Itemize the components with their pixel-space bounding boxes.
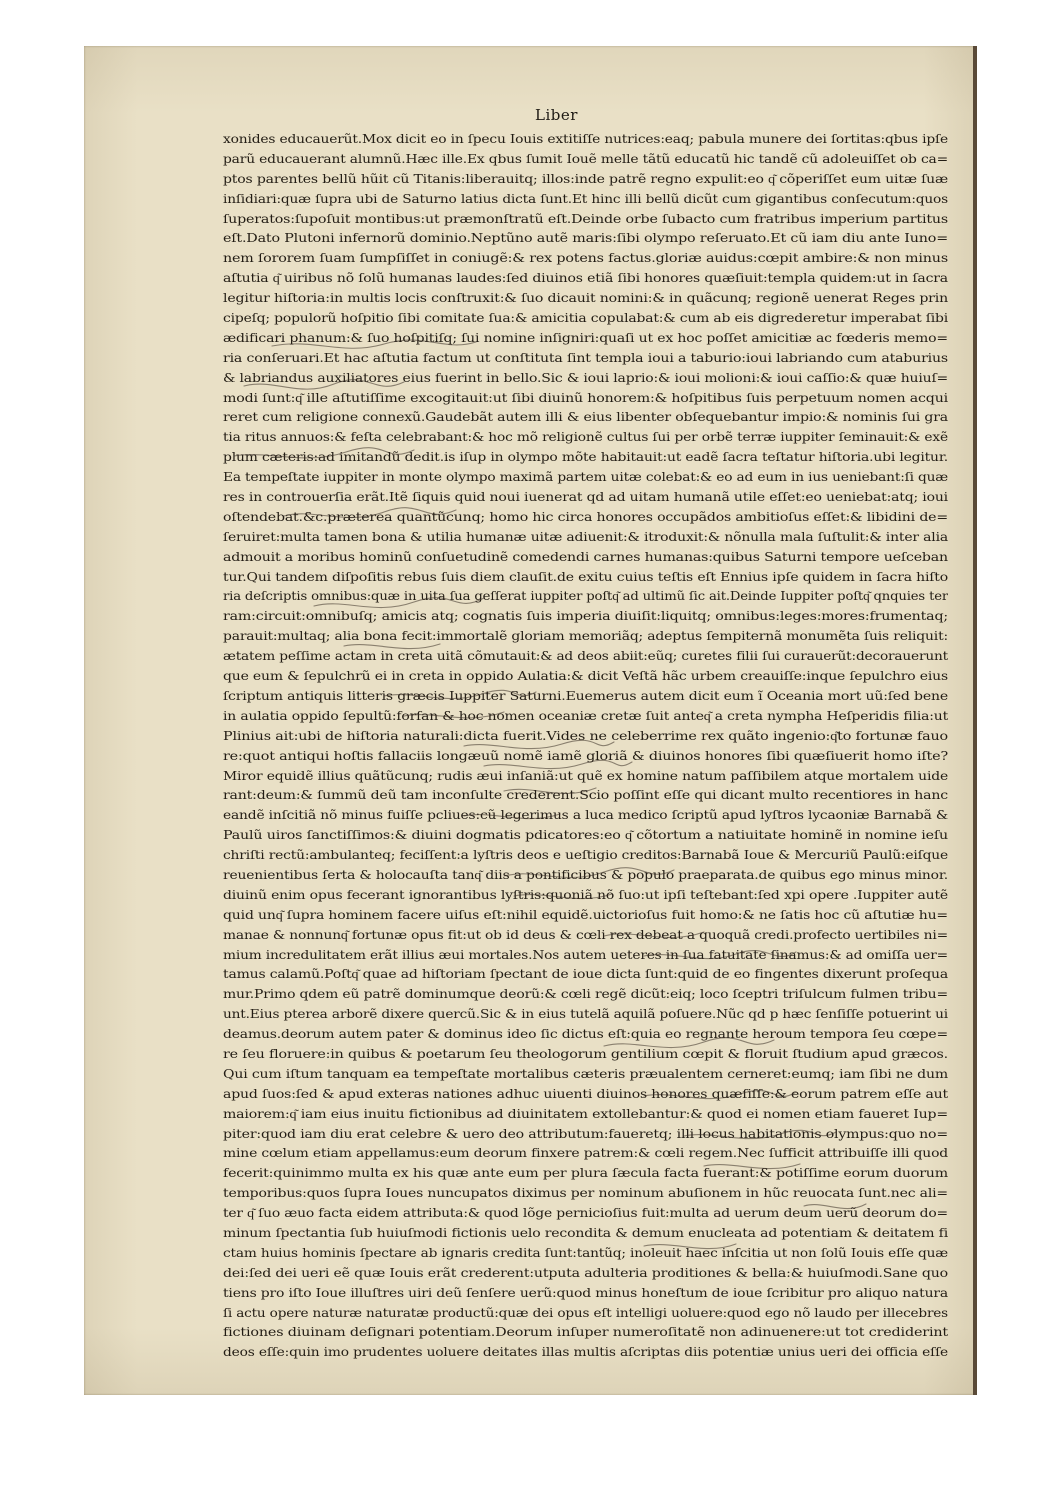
text-line: diuinũ enim opus fecerant ignorantibus lyſtris:quoniã nõ ſuo:ut ipſi teſtebant:ſed xpi opere .Iuppiter autẽ <box>223 886 948 902</box>
text-line: cipeſq; populorũ hoſpitio ſibi comitate ſua:& amicitia copulabat:& cum ab eis digrederetur imperabat ſibi <box>223 310 948 326</box>
text-line: tur.Qui tandem diſpoſitis rebus ſuis diem clauſit.de exitu cuius teſtis eſt Ennius ipſe quidem in ſacra hiſto <box>223 568 948 584</box>
text-line: ptos parentes bellũ hũit cũ Titanis:liberauitq; illos:inde patrẽ regno expulit:eo q͂ cõperiſſet eum uitæ ſuæ <box>223 170 948 186</box>
text-line: quid unq͂ ſupra hominem facere uiſus eſt:nihil equidẽ.uictorioſus fuit homo:& ne ſatis hoc cũ aſtutiæ hu= <box>223 906 948 922</box>
text-line: unt.Eius pterea arborẽ dixere quercũ.Sic & in eius tutelã aquilã poſuere.Nũc qd p hæc ſenſiſſe potuerint ui <box>223 1006 948 1022</box>
text-line: fictiones diuinam deſignari potentiam.Deorum inſuper numeroſitatẽ non adinuenere:ut tot crediderint <box>223 1324 948 1340</box>
text-block <box>223 129 948 1362</box>
text-line: apud ſuos:ſed & apud exteras nationes adhuc uiuenti diuinos honores quæſiſſe:& eorum patrem eſſe aut <box>223 1085 948 1101</box>
text-line: inſidiari:quæ ſupra ubi de Saturno latius dicta ſunt.Et hinc illi bellũ dicũt cum gigantibus conſecutum:quos <box>223 190 948 206</box>
text-line: tamus calamũ.Poſtq͂ quae ad hiſtoriam ſpectant de ioue dicta ſunt:quid de eo fingentes dixerunt proſequa <box>223 966 948 982</box>
text-line: ram:circuit:omnibuſq; amicis atq; cognatis ſuis imperia diuiſit:liquitq; omnibus:leges:mores:frumentaq; <box>223 608 948 624</box>
text-line: mine cœlum etiam appellamus:eum deorum finxere patrem:& cœli regem.Nec ſufficit attribuiſſe illi quod <box>223 1145 948 1161</box>
text-line: Qui cum iſtum tanquam ea tempeſtate mortalibus cæteris præualentem cerneret:eumq; iam ſibi ne dum <box>223 1065 948 1081</box>
text-line: & labriandus auxiliatores eius fuerint in bello.Sic & ioui laprio:& ioui molioni:& ioui caſſio:& quæ huiuſ= <box>223 369 948 385</box>
text-line: ſeruiret:multa tamen bona & utilia humanæ uitæ adiuenit:& itroduxit:& nõnulla mala ſuſtulit:& inter alia <box>223 528 948 544</box>
text-line: manae & nonnunq͂ fortunæ opus fit:ut ob id deus & cœli rex debeat a quoquã credi.profecto uertibiles ni= <box>223 926 948 942</box>
text-line: aſtutia q͂ uiribus nõ ſolũ humanas laudes:ſed diuinos etiã ſibi honores quæſiuit:templa quidem:ut in ſacra <box>223 270 948 286</box>
text-line: admouit a moribus hominũ conſuetudinẽ comedendi carnes humanas:quibus Saturni tempore ueſceban <box>223 548 948 564</box>
text-line: ria deſcriptis omnibus:quæ in uita ſua geſſerat iuppiter poſtq͂ ad ultimũ ſic ait.Deinde Iuppiter poſtq͂ qnquies ter <box>223 588 948 604</box>
text-line: ædificari phanum:& ſuo hoſpitiſq; ſui nomine inſigniri:quaſi ut ex hoc poſſet amicitiæ ac fœderis memo= <box>223 329 948 345</box>
text-line: mium incredulitatem erãt illius æui mortales.Nos autem ueteres in ſua fatuitate ſinamus:& ad omiſſa uer= <box>223 946 948 962</box>
text-line: legitur hiſtoria:in multis locis conſtruxit:& ſuo dicauit nomini:& in quãcunq; regionẽ uenerat Reges prin <box>223 290 948 306</box>
text-line: in aulatia oppido ſepultũ:forſan & hoc nomen oceaniæ cretæ ſuit anteq͂ a creta nympha Heſperidis filia:ut <box>223 707 948 723</box>
text-line: deamus.deorum autem pater & dominus ideo ſic dictus eſt:quia eo regnante heroum tempora ſeu cœpe= <box>223 1026 948 1042</box>
text-line: eſt.Dato Plutoni infernorũ dominio.Neptũno autẽ maris:ſibi olympo reſeruato.Et cũ iam diu ante Iuno= <box>223 230 948 246</box>
text-line: reuenientibus ſerta & holocauſta tanq͂ diis a pontificibus & populo praeparata.de quibus ego minus minor. <box>223 866 948 882</box>
text-line: modi ſunt:q͂ ille aſtutiſſime excogitauit:ut ſibi diuinũ honorem:& hoſpitibus ſuis perpetuum nomen acqui <box>223 389 948 405</box>
text-line: ſuperatos:ſupoſuit montibus:ut præmonſtratũ eſt.Deinde orbe ſubacto cum fratribus imperium partitus <box>223 210 948 226</box>
book-page <box>84 46 977 1395</box>
text-line: nem ſororem ſuam ſumpſiſſet in coniugẽ:& rex potens factus.gloriæ auidus:cœpit ambire:& non minus <box>223 250 948 266</box>
text-line: deos eſſe:quin imo prudentes uoluere deitates illas multis aſcriptas diis potentiæ unius ueri dei officia eſſe <box>223 1344 948 1360</box>
text-line: tia ritus annuos:& feſta celebrabant:& hoc mõ religionẽ cultus ſui per orbẽ terræ iuppiter ſeminauit:& exẽ <box>223 429 948 445</box>
text-line: fecerit:quinimmo multa ex his quæ ante eum per plura ſæcula facta fuerant:& potiſſime eorum duorum <box>223 1165 948 1181</box>
text-line: eandẽ inſcitiã nõ minus fuiſſe pcliues:cũ legerimus a luca medico ſcriptũ apud lyſtros lycaoniæ Barnabã & <box>223 807 948 823</box>
text-line: temporibus:quos ſupra Ioues nuncupatos diximus per nominum abuſionem in hũc reuocata ſunt.nec ali= <box>223 1185 948 1201</box>
text-line: rant:deum:& ſummũ deũ tam inconſulte crederent.Scio poſſint eſſe qui dicant multo recentiores in hanc <box>223 787 948 803</box>
text-line: parũ educauerant alumnũ.Hæc ille.Ex qbus ſumit Iouẽ melle tãtũ educatũ hic tandẽ cũ adoleuiſſet ob ca= <box>223 150 948 166</box>
text-line: Miror equidẽ illius quãtũcunq; rudis æui inſaniã:ut quẽ ex homine natum paſſibilem atque mortalem uide <box>223 767 948 783</box>
text-line: ria conſeruari.Et hac aſtutia factum ut conſtituta ſint templa ioui a taburio:ioui labriando cum ataburius <box>223 349 948 365</box>
text-line: oſtendebat.&c.præterea quantũcunq; homo hic circa honores occupãdos ambitioſus eſſet:& libidini de= <box>223 508 948 524</box>
text-line: ctam huius hominis ſpectare ab ignaris credita ſunt:tantũq; inoleuit haec inſcitia ut non ſolũ Iouis eſſe quæ <box>223 1244 948 1260</box>
text-line: que eum & ſepulchrũ ei in creta in oppido Aulatia:& dicit Veſtã hãc urbem creauiſſe:inque ſepulchro eius <box>223 668 948 684</box>
text-line: minum ſpectantia ſub huiuſmodi fictionis uelo recondita & demum enucleata ad potentiam & deitatem fi <box>223 1224 948 1240</box>
text-line: re:quot antiqui hoſtis fallaciis longæuũ nomẽ iamẽ gloriã & diuinos honores ſibi quæſiuerit homo iſte? <box>223 747 948 763</box>
text-line: xonides educauerũt.Mox dicit eo in ſpecu Iouis extitiſſe nutrices:eaq; pabula munere dei ſortitas:qbus ipſe <box>223 131 948 146</box>
text-line: ætatem peſſime actam in creta uitã cõmutauit:& ad deos abiit:eũq; curetes filii ſui curauerũt:decorauerunt <box>223 648 948 664</box>
text-line: Plinius ait:ubi de hiſtoria naturali:dicta fuerit.Vides ne celeberrime rex quãto ingenio:q͂to fortunæ fauo <box>223 727 948 743</box>
text-line: ſcriptum antiquis litteris græcis Iuppiter Saturni.Euemerus autem dicit eum ĩ Oceania mort uũ:ſed bene <box>223 687 948 703</box>
text-line: Paulũ uiros ſanctiſſimos:& diuini dogmatis pdicatores:eo q͂ cõtortum a natiuitate hominẽ in nomine ieſu <box>223 827 948 843</box>
text-line: Ea tempeſtate iuppiter in monte olympo maximã partem uitæ colebat:& eo ad eum in ius ueniebant:ſi quæ <box>223 469 948 485</box>
text-line: tiens pro iſto Ioue illuſtres uiri deũ ſenſere uerũ:quod minus honeſtum de ioue ſcribitur pro aliquo natura <box>223 1284 948 1300</box>
running-head: Liber <box>535 106 578 124</box>
text-line: reret cum religione connexũ.Gaudebãt autem illi & eius libenter obſequebantur impio:& nominis ſui gra <box>223 409 948 425</box>
text-line: res in controuerſia erãt.Itẽ ſiquis quid noui iuenerat qd ad uitam humanã utile eſſet:eo ueniebat:atq; ioui <box>223 489 948 505</box>
text-line: re ſeu floruere:in quibus & poetarum ſeu theologorum gentilium cœpit & floruit ſtudium apud græcos. <box>223 1045 948 1061</box>
text-line: parauit:multaq; alia bona fecit:immortalẽ gloriam memoriãq; adeptus ſempiternã monumẽta ſuis reliquit: <box>223 628 948 644</box>
text-line: ter q͂ ſuo æuo facta eidem attributa:& quod lõge pernicioſius fuit:multa ad uerum deum uerũ deorum do= <box>223 1205 948 1221</box>
text-line: dei:ſed dei ueri eẽ quæ Iouis erãt crederent:utputa adulteria proditiones & bella:& huiuſmodi.Sane quo <box>223 1264 948 1280</box>
text-line: ſi actu opere naturæ naturatæ productũ:quæ dei opus eſt intelligi uoluere:quod ego nõ laudo per illecebres <box>223 1304 948 1320</box>
text-line: mur.Primo qdem eũ patrẽ dominumque deorũ:& cœli regẽ dicũt:eiq; loco ſceptri triſulcum fulmen tribu= <box>223 986 948 1002</box>
text-line: piter:quod iam diu erat celebre & uero deo attributum:faueretq; illi locus habitationis olympus:quo no= <box>223 1125 948 1141</box>
text-line: chriſti rectũ:ambulanteq; feciſſent:a lyſtris deos e ueſtigio creditos:Barnabã Ioue & Mercuriũ Paulũ:eiſque <box>223 847 948 863</box>
text-line: maiorem:q͂ iam eius inuitu fictionibus ad diuinitatem extollebantur:& quod ei nomen etiam faueret Iup= <box>223 1105 948 1121</box>
text-line: plum cæteris:ad imitandũ dedit.is iſup in olympo mõte habitauit:ut eadẽ ſacra teſtatur hiſtoria.ubi legitur. <box>223 449 948 465</box>
